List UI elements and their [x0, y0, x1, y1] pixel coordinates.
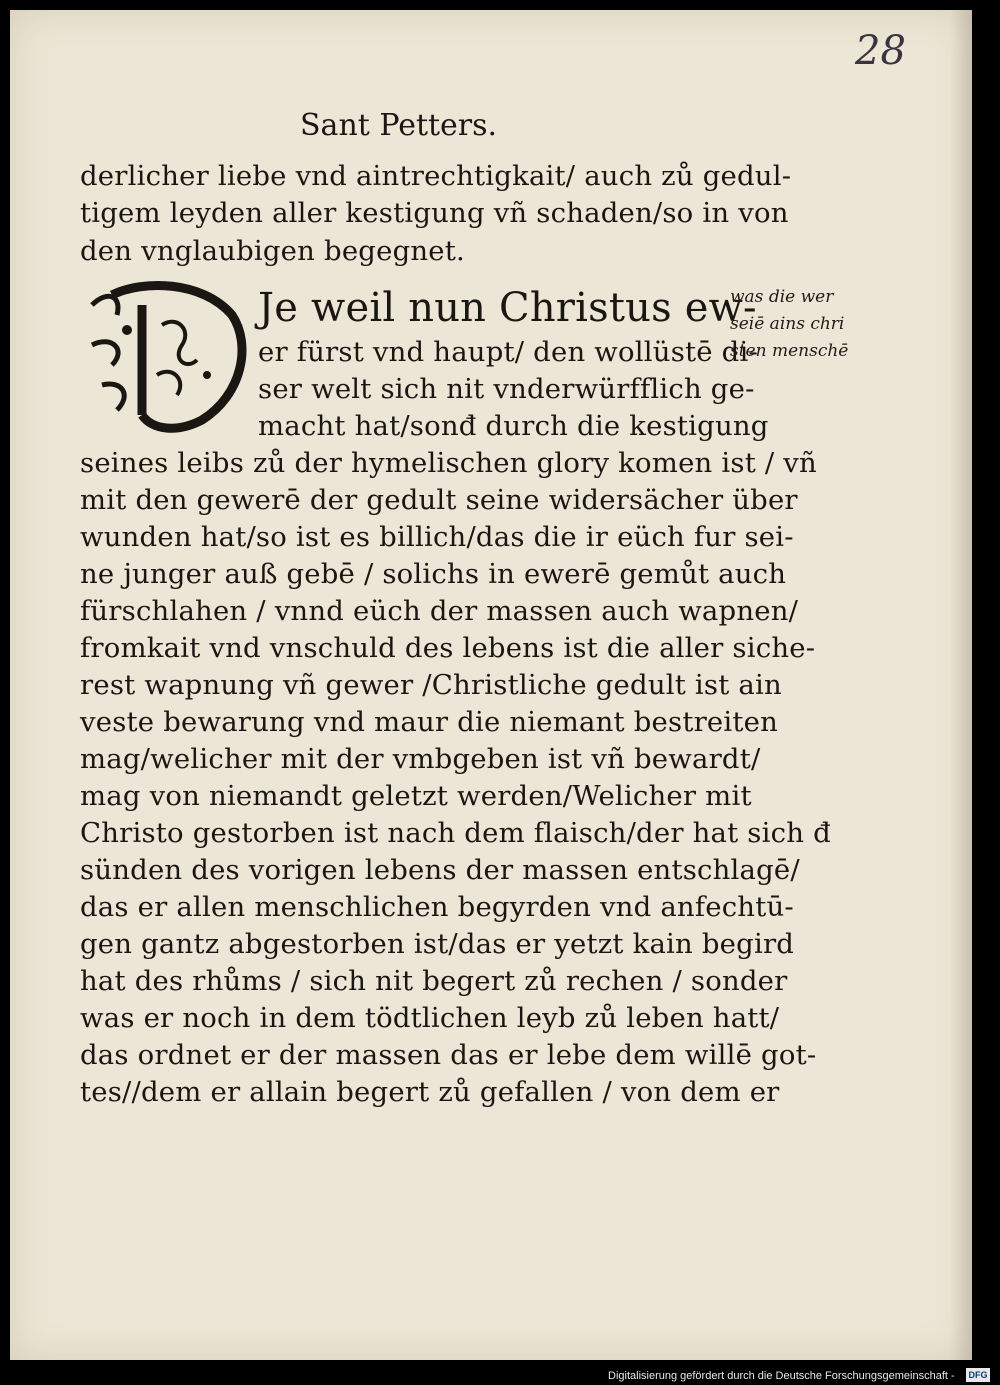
body-line: den vnglaubigen begegnet. [80, 235, 465, 267]
body-line: rest wapnung vñ gewer /Christliche gedult ist ain [80, 669, 782, 701]
body-line: er fürst vnd haupt/ den wollüstē di- [258, 336, 758, 368]
body-line: fromkait vnd vnschuld des lebens ist die aller siche- [80, 632, 816, 664]
body-line: gen gantz abgestorben ist/das er yetzt kain begird [80, 928, 795, 960]
decorated-initial-d-graphic [82, 275, 252, 435]
marginal-note-line: was die wer [730, 287, 834, 307]
body-line: derlicher liebe vnd aintrechtigkait/ auch zů gedul- [80, 160, 792, 192]
body-line: Christo gestorben ist nach dem flaisch/der hat sich đ [80, 817, 831, 849]
body-line: tigem leyden aller kestigung vñ schaden/so in von [80, 197, 789, 229]
body-line: das ordnet er der massen das er lebe dem willē got- [80, 1039, 817, 1071]
body-line: veste bewarung vnd maur die niemant bestreiten [80, 706, 779, 738]
body-line: ser welt sich nit vnderwürfflich ge- [258, 373, 755, 405]
body-line: was er noch in dem tödtlichen leyb zů leben hatt/ [80, 1002, 780, 1034]
body-line: mag von niemandt geletzt werden/Welicher mit [80, 780, 752, 812]
dfg-logo: DFG [966, 1368, 990, 1382]
running-head: Sant Petters. [300, 108, 498, 143]
body-line: tes//dem er allain begert zů gefallen / von dem er [80, 1076, 780, 1108]
body-line: wunden hat/so ist es billich/das die ir eüch fur sei- [80, 521, 794, 553]
decorated-initial-d [82, 275, 252, 435]
body-line: ne junger auß gebē / solichs in ewerē gemůt auch [80, 558, 787, 590]
body-line: mit den gewerē der gedult seine widersächer über [80, 484, 798, 516]
chapter-first-line: Je weil nun Christus ew- [258, 285, 757, 331]
body-line: hat des rhůms / sich nit begert zů rechen / sonder [80, 965, 788, 997]
body-line: das er allen menschlichen begyrden vnd anfechtū- [80, 891, 794, 923]
folio-number: 28 [855, 28, 906, 74]
body-line: macht hat/sonđ durch die kestigung [258, 410, 769, 442]
body-line: seines leibs zů der hymelischen glory komen ist / vñ [80, 447, 817, 479]
funding-credit: Digitalisierung gefördert durch die Deutsche Forschungsgemeinschaft - [608, 1370, 955, 1382]
body-line: mag/welicher mit der vmbgeben ist vñ bewardt/ [80, 743, 761, 775]
body-line: sünden des vorigen lebens der massen entschlagē/ [80, 854, 800, 886]
body-line: fürschlahen / vnnd eüch der massen auch wapnen/ [80, 595, 799, 627]
marginal-note-line: sten menschē [730, 341, 849, 361]
marginal-note-line: seiē ains chri [730, 314, 845, 334]
